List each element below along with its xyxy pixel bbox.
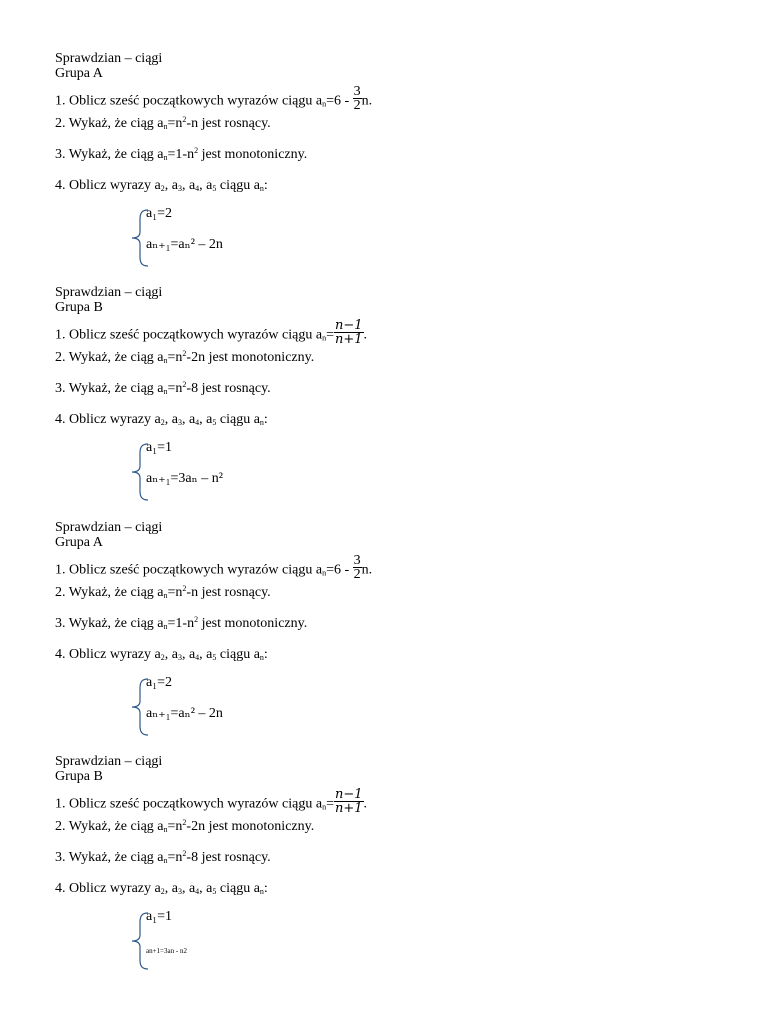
question-4: 4. Oblicz wyrazy $a_2$, $a_3$, $a_4$, $a_5$ ciągu $a_n$: [55,647,268,662]
group-label: Grupa B [55,300,103,315]
initial-term: a₁=2 [146,206,172,221]
recurrence-system [131,206,241,267]
question-2: 2. Wykaż, że ciąg $a_n=n^2-2n$ jest monotoniczny. [55,818,315,834]
group-label: Grupa B [55,769,103,784]
section-title: Sprawdzian – ciągi [55,285,163,300]
question-4: 4. Oblicz wyrazy $a_2$, $a_3$, $a_4$, $a_5$ ciągu $a_n$: [55,178,268,193]
question-1: 1. Oblicz sześć początkowych wyrazów ciągu $a_n=$ $\frac{n-1}{n+1}$ . [55,318,368,347]
question-2: 2. Wykaż, że ciąg $a_n=n^2-2n$ jest monotoniczny. [55,349,315,365]
question-4: 4. Oblicz wyrazy $a_2$, $a_3$, $a_4$, $a_5$ ciągu $a_n$: [55,412,268,427]
initial-term: a₁=1 [146,909,172,924]
question-3: 3. Wykaż, że ciąg $a_n=n^2-8$ jest rosnący. [55,380,271,396]
fraction: $\frac{3}{2}$ [353,553,361,582]
recurrence-system [131,909,241,970]
question-1: 1. Oblicz sześć początkowych wyrazów ciągu $a_n=$ $\frac{n-1}{n+1}$ . [55,787,368,816]
recurrence-formula: an+1=3an - n2 [146,947,187,955]
fraction: $\frac{n-1}{n+1}$ [334,318,363,347]
recurrence-formula: aₙ₊₁=3aₙ – n² [146,471,223,486]
group-label: Grupa A [55,66,103,81]
question-1: 1. Oblicz sześć początkowych wyrazów ciągu $a_n=6$ - $\frac{3}{2}$ n. [55,84,373,113]
initial-term: a₁=1 [146,440,172,455]
question-3: 3. Wykaż, że ciąg $a_n=1-n^2$ jest monotoniczny. [55,146,308,162]
initial-term: a₁=2 [146,675,172,690]
question-3: 3. Wykaż, że ciąg $a_n=n^2-8$ jest rosnący. [55,849,271,865]
question-4: 4. Oblicz wyrazy $a_2$, $a_3$, $a_4$, $a_5$ ciągu $a_n$: [55,881,268,896]
recurrence-system [131,440,241,501]
question-2: 2. Wykaż, że ciąg $a_n=n^2-n$ jest rosnący. [55,115,271,131]
question-1: 1. Oblicz sześć początkowych wyrazów ciągu $a_n=6$ - $\frac{3}{2}$ n. [55,553,373,582]
group-label: Grupa A [55,535,103,550]
question-3: 3. Wykaż, że ciąg $a_n=1-n^2$ jest monotoniczny. [55,615,308,631]
fraction: $\frac{n-1}{n+1}$ [334,787,363,816]
fraction: $\frac{3}{2}$ [353,84,361,113]
question-2: 2. Wykaż, że ciąg $a_n=n^2-n$ jest rosnący. [55,584,271,600]
section-title: Sprawdzian – ciągi [55,520,163,535]
recurrence-formula: aₙ₊₁=aₙ² – 2n [146,706,223,721]
section-title: Sprawdzian – ciągi [55,51,163,66]
recurrence-system [131,675,241,736]
recurrence-formula: aₙ₊₁=aₙ² – 2n [146,237,223,252]
section-title: Sprawdzian – ciągi [55,754,163,769]
